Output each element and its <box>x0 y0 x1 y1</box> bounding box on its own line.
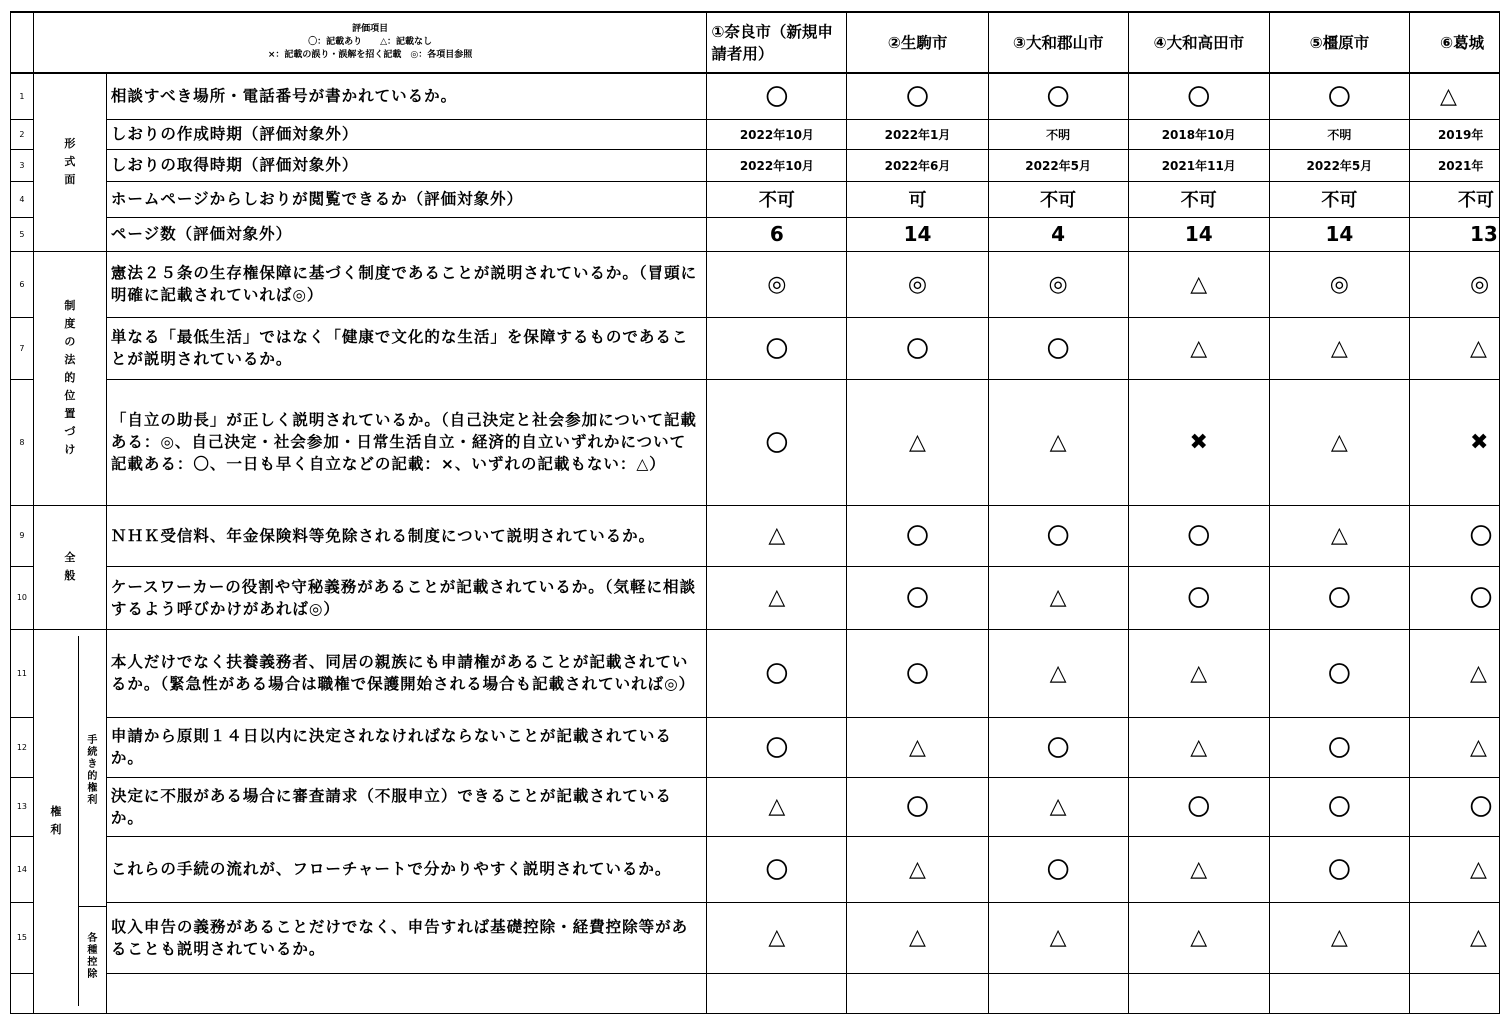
rating-cell: 〇 <box>707 73 847 119</box>
legend-line-1: 〇：記載あり △：記載なし <box>308 37 433 47</box>
rating-cell: △ <box>988 379 1128 505</box>
date-cell: 2022年5月 <box>988 149 1128 181</box>
question-text: ページ数（評価対象外） <box>106 217 706 251</box>
city-header-nara: ①奈良市（新規申請者用） <box>707 12 847 73</box>
header-num-cell <box>11 12 34 73</box>
rating-cell: 〇 <box>988 73 1128 119</box>
availability-cell: 不可 <box>1269 181 1409 217</box>
page-count-cell: 6 <box>707 217 847 251</box>
city-header-yamatotakada: ④大和高田市 <box>1128 12 1269 73</box>
row-number: 15 <box>11 902 34 973</box>
evaluation-table <box>10 11 1500 1014</box>
rating-cell: ◎ <box>988 251 1128 317</box>
category-seido: 制度の法的位置づけ <box>33 251 106 505</box>
date-cell: 2022年6月 <box>847 149 988 181</box>
availability-cell: 不可 <box>1128 181 1269 217</box>
rating-cell: 〇 <box>707 317 847 379</box>
rating-cell: 〇 <box>1269 836 1409 902</box>
row-number: 10 <box>11 566 34 629</box>
table-row <box>11 717 1500 777</box>
date-cell: 2022年10月 <box>707 119 847 149</box>
table-row <box>11 566 1500 629</box>
row-number: 14 <box>11 836 34 902</box>
rating-cell: 〇 <box>1128 566 1269 629</box>
rating-cell: △ <box>847 836 988 902</box>
rating-cell: 〇 <box>1269 777 1409 836</box>
rating-cell: △ <box>1128 629 1269 717</box>
rating-cell: 〇 <box>988 836 1128 902</box>
date-cell: 2022年5月 <box>1269 149 1409 181</box>
question-text: これらの手続の流れが、フローチャートで分かりやすく説明されているか。 <box>106 836 706 902</box>
rating-cell: △ <box>1128 836 1269 902</box>
rating-cell: △ <box>1128 717 1269 777</box>
subcategory-kakushu: 各種控除 <box>87 932 98 980</box>
rating-cell: △ <box>1409 902 1499 973</box>
rating-cell: 〇 <box>847 629 988 717</box>
row-number: 12 <box>11 717 34 777</box>
rating-cell: △ <box>707 566 847 629</box>
rating-cell: 〇 <box>847 566 988 629</box>
category-keishiki: 形式面 <box>33 73 106 251</box>
rating-cell: △ <box>1269 317 1409 379</box>
page-count-cell: 13 <box>1409 217 1499 251</box>
question-text: 相談すべき場所・電話番号が書かれているか。 <box>106 73 706 119</box>
rating-cell: 〇 <box>1128 777 1269 836</box>
rating-cell: 〇 <box>1269 717 1409 777</box>
table-row <box>11 629 1500 717</box>
rating-cell <box>1269 973 1409 1013</box>
rating-cell: △ <box>988 902 1128 973</box>
rating-cell: 〇 <box>1409 777 1499 836</box>
legend-line-2: ×：記載の誤り・誤解を招く記載 ◎：各項目参照 <box>267 50 473 60</box>
rating-cell: ◎ <box>707 251 847 317</box>
row-number: 8 <box>11 379 34 505</box>
rating-cell: △ <box>1409 73 1499 119</box>
row-number: 9 <box>11 505 34 566</box>
city-header-kashihara: ⑤橿原市 <box>1269 12 1409 73</box>
availability-cell: 不可 <box>1409 181 1499 217</box>
rating-cell <box>707 973 847 1013</box>
rating-cell: △ <box>1128 251 1269 317</box>
rating-cell: △ <box>1128 902 1269 973</box>
legend-title: 評価項目 <box>352 24 389 34</box>
question-text: 本人だけでなく扶養義務者、同居の親族にも申請権があることが記載されているか。（緊急性がある場合は職権で保護開始される場合も記載されていれば◎） <box>106 629 706 717</box>
page-count-cell: 14 <box>847 217 988 251</box>
page-count-cell: 4 <box>988 217 1128 251</box>
date-cell: 不明 <box>1269 119 1409 149</box>
date-cell: 2019年 <box>1409 119 1499 149</box>
table-header-row <box>11 12 1500 73</box>
row-number: 6 <box>11 251 34 317</box>
evaluation-legend <box>33 12 706 73</box>
row-number: 7 <box>11 317 34 379</box>
rating-cell: 〇 <box>988 505 1128 566</box>
rating-cell <box>847 973 988 1013</box>
question-text: ＮＨＫ受信料、年金保険料等免除される制度について説明されているか。 <box>106 505 706 566</box>
rating-cell: △ <box>1409 317 1499 379</box>
question-text: 決定に不服がある場合に審査請求（不服申立）できることが記載されているか。 <box>106 777 706 836</box>
date-cell: 2021年11月 <box>1128 149 1269 181</box>
rating-cell: 〇 <box>707 379 847 505</box>
category-zenpan: 全般 <box>33 505 106 629</box>
question-text: 「自立の助長」が正しく説明されているか。（自己決定と社会参加について記載ある：◎、自己決定・社会参加・日常生活自立・経済的自立いずれかについて記載ある：〇、一日も早く自立などの記載：×、いずれの記載もない：△） <box>106 379 706 505</box>
row-number: 2 <box>11 119 34 149</box>
rating-cell: △ <box>1269 379 1409 505</box>
table-row <box>11 251 1500 317</box>
table-row <box>11 505 1500 566</box>
row-number: 11 <box>11 629 34 717</box>
city-header-yamatokoriyama: ③大和郡山市 <box>988 12 1128 73</box>
table-row <box>11 181 1500 217</box>
date-cell: 2018年10月 <box>1128 119 1269 149</box>
rating-cell: △ <box>988 629 1128 717</box>
table-row <box>11 73 1500 119</box>
rating-cell: 〇 <box>1409 566 1499 629</box>
rating-cell: ◎ <box>847 251 988 317</box>
rating-cell: 〇 <box>1269 629 1409 717</box>
row-number: 3 <box>11 149 34 181</box>
rating-cell: △ <box>988 777 1128 836</box>
table-row <box>11 836 1500 902</box>
rating-cell: △ <box>1269 505 1409 566</box>
row-number <box>11 973 34 1013</box>
category-kenri-group <box>33 629 106 1013</box>
table-row <box>11 149 1500 181</box>
question-text: ケースワーカーの役割や守秘義務があることが記載されているか。（気軽に相談するよう呼びかけがあれば◎） <box>106 566 706 629</box>
rating-cell: △ <box>1269 902 1409 973</box>
rating-cell: ✖ <box>1409 379 1499 505</box>
city-header-ikoma: ②生駒市 <box>847 12 988 73</box>
rating-cell <box>1128 973 1269 1013</box>
question-text: 申請から原則１４日以内に決定されなければならないことが記載されているか。 <box>106 717 706 777</box>
availability-cell: 不可 <box>707 181 847 217</box>
rating-cell: 〇 <box>847 73 988 119</box>
rating-cell: △ <box>1128 317 1269 379</box>
rating-cell: △ <box>1409 629 1499 717</box>
rating-cell: △ <box>847 379 988 505</box>
rating-cell: 〇 <box>1409 505 1499 566</box>
table-row <box>11 902 1500 973</box>
page-count-cell: 14 <box>1128 217 1269 251</box>
rating-cell: △ <box>988 566 1128 629</box>
rating-cell: 〇 <box>988 317 1128 379</box>
category-kenri: 権利 <box>34 636 79 1006</box>
question-text <box>106 973 706 1013</box>
table-row <box>11 119 1500 149</box>
question-text: ホームページからしおりが閲覧できるか（評価対象外） <box>106 181 706 217</box>
date-cell: 2021年 <box>1409 149 1499 181</box>
page-count-cell: 14 <box>1269 217 1409 251</box>
question-text: しおりの取得時期（評価対象外） <box>106 149 706 181</box>
rating-cell: ◎ <box>1269 251 1409 317</box>
city-header-katsuragi: ⑥葛城 <box>1409 12 1499 73</box>
rating-cell: △ <box>847 902 988 973</box>
rating-cell: ✖ <box>1128 379 1269 505</box>
question-text: しおりの作成時期（評価対象外） <box>106 119 706 149</box>
date-cell: 2022年1月 <box>847 119 988 149</box>
subcategory-tetsuzuki: 手続き的権利 <box>79 636 106 907</box>
table-row <box>11 777 1500 836</box>
row-number: 4 <box>11 181 34 217</box>
rating-cell: 〇 <box>1128 73 1269 119</box>
rating-cell: 〇 <box>1269 566 1409 629</box>
rating-cell: 〇 <box>1269 73 1409 119</box>
row-number: 13 <box>11 777 34 836</box>
question-text: 収入申告の義務があることだけでなく、申告すれば基礎控除・経費控除等があることも説明されているか。 <box>106 902 706 973</box>
rating-cell: 〇 <box>847 777 988 836</box>
table-row <box>11 217 1500 251</box>
table-row <box>11 317 1500 379</box>
rating-cell: 〇 <box>707 836 847 902</box>
table-row <box>11 973 1500 1013</box>
availability-cell: 可 <box>847 181 988 217</box>
availability-cell: 不可 <box>988 181 1128 217</box>
rating-cell: △ <box>707 902 847 973</box>
rating-cell: △ <box>707 777 847 836</box>
rating-cell: 〇 <box>847 505 988 566</box>
rating-cell: 〇 <box>988 717 1128 777</box>
table-row <box>11 379 1500 505</box>
rating-cell: △ <box>707 505 847 566</box>
question-text: 単なる「最低生活」ではなく「健康で文化的な生活」を保障するものであることが説明されているか。 <box>106 317 706 379</box>
row-number: 5 <box>11 217 34 251</box>
date-cell: 2022年10月 <box>707 149 847 181</box>
rating-cell <box>1409 973 1499 1013</box>
rating-cell: ◎ <box>1409 251 1499 317</box>
rating-cell <box>988 973 1128 1013</box>
row-number: 1 <box>11 73 34 119</box>
rating-cell: △ <box>1409 836 1499 902</box>
rating-cell: △ <box>847 717 988 777</box>
rating-cell: 〇 <box>707 629 847 717</box>
rating-cell: 〇 <box>1128 505 1269 566</box>
rating-cell: 〇 <box>707 717 847 777</box>
rating-cell: △ <box>1409 717 1499 777</box>
question-text: 憲法２５条の生存権保障に基づく制度であることが説明されているか。（冒頭に明確に記載されていれば◎） <box>106 251 706 317</box>
rating-cell: 〇 <box>847 317 988 379</box>
date-cell: 不明 <box>988 119 1128 149</box>
